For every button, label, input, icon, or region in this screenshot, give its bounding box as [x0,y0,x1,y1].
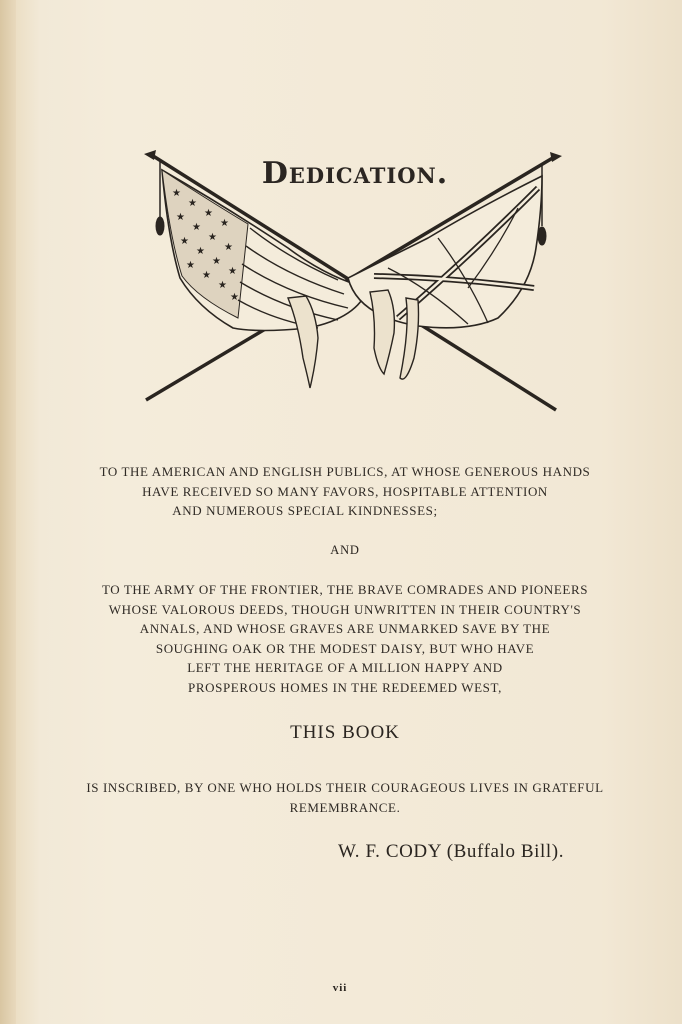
text-line: LEFT THE HERITAGE OF A MILLION HAPPY AND [187,660,503,675]
text-line: SOUGHING OAK OR THE MODEST DAISY, BUT WHO HAVE [155,640,535,656]
svg-text:★: ★ [208,232,217,243]
text-line: IS INSCRIBED, BY ONE WHO HOLDS THEIR COURAGEOUS LIVES IN GRATEFUL [86,780,604,795]
dedication-heading: Dedication. [261,156,449,191]
inscription-paragraph [40,778,650,817]
text-line: WHOSE VALOROUS DEEDS, THOUGH UNWRITTEN IN THEIR COUNTRY'S [108,601,582,617]
svg-text:★: ★ [202,270,211,281]
text-line: REMEMBRANCE. [289,799,401,815]
svg-text:★: ★ [188,198,197,209]
page-number: vii [332,982,348,994]
svg-text:★: ★ [204,208,213,219]
svg-text:★: ★ [176,212,185,223]
svg-text:★: ★ [172,188,181,199]
svg-text:★: ★ [224,242,233,253]
page-gutter [0,0,16,1024]
svg-text:★: ★ [196,246,205,257]
text-line: PROSPEROUS HOMES IN THE REDEEMED WEST, [188,679,502,695]
right-finial-icon [550,152,562,162]
dedication-paragraph-publics [40,462,650,521]
svg-text:★: ★ [230,292,239,303]
svg-text:★: ★ [220,218,229,229]
dedication-paragraph-army [40,580,650,697]
svg-text:★: ★ [228,266,237,277]
svg-text:★: ★ [186,260,195,271]
text-line: TO THE AMERICAN AND ENGLISH PUBLICS, AT WHOSE GENEROUS HANDS [99,464,591,479]
svg-text:★: ★ [218,280,227,291]
author-signature: W. F. CODY (Buffalo Bill). [338,841,565,862]
text-line: HAVE RECEIVED SO MANY FAVORS, HOSPITABLE ATTENTION [142,483,548,499]
svg-text:★: ★ [192,222,201,233]
left-finial-icon [144,150,156,160]
and-divider-text: AND [330,543,360,557]
this-book-line: THIS BOOK [290,722,400,743]
svg-text:★: ★ [180,236,189,247]
text-line: TO THE ARMY OF THE FRONTIER, THE BRAVE COMRADES AND PIONEERS [101,582,589,597]
text-line: ANNALS, AND WHOSE GRAVES ARE UNMARKED SAVE BY THE [139,621,551,636]
svg-text:★: ★ [212,256,221,267]
text-line: AND NUMEROUS SPECIAL KINDNESSES; [172,503,438,518]
